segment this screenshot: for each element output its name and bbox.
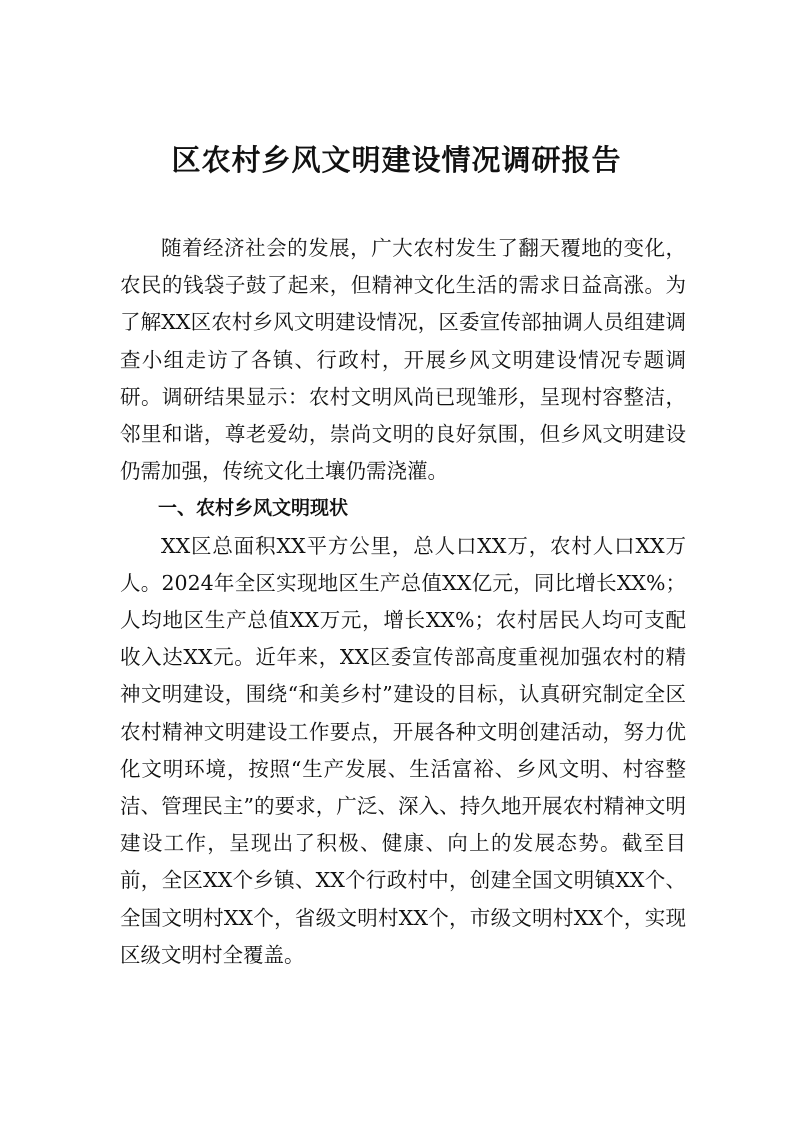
intro-paragraph: 随着经济社会的发展，广大农村发生了翻天覆地的变化，农民的钱袋子鼓了起来，但精神文化生活的需求日益高涨。为了解XX区农村乡风文明建设情况，区委宣传部抽调人员组建调查小组走访了各镇、行政村，开展乡风文明建设情况专题调研。调研结果显示：农村文明风尚已现雏形，呈现村容整洁，邻里和谐，尊老爱幼，崇尚文明的良好氛围，但乡风文明建设仍需加强，传统文化土壤仍需浇灌。: [120, 236, 686, 484]
section-heading: 一、农村乡风文明现状: [158, 497, 349, 520]
document-title: 区农村乡风文明建设情况调研报告: [171, 143, 622, 177]
document-body: [120, 230, 686, 974]
section-paragraph: XX区总面积XX平方公里，总人口XX万，农村人口XX万人。2024年全区实现地区生产总值XX亿元，同比增长XX%；人均地区生产总值XX万元，增长XX%；农村居民人均可支配收入达XX元。近年来，XX区委宣传部高度重视加强农村的精神文明建设，围绕“和美乡村”建设的目标，认真研究制定全区农村精神文明建设工作要点，开展各种文明创建活动，努力优化文明环境，按照“生产发展、生活富裕、乡风文明、村容整洁、管理民主”的要求，广泛、深入、持久地开展农村精神文明建设工作，呈现出了积极、健康、向上的发展态势。截至目前，全区XX个乡镇、XX个行政村中，创建全国文明镇XX个、全国文明村XX个，省级文明村XX个，市级文明村XX个，实现区级文明村全覆盖。: [120, 533, 686, 967]
